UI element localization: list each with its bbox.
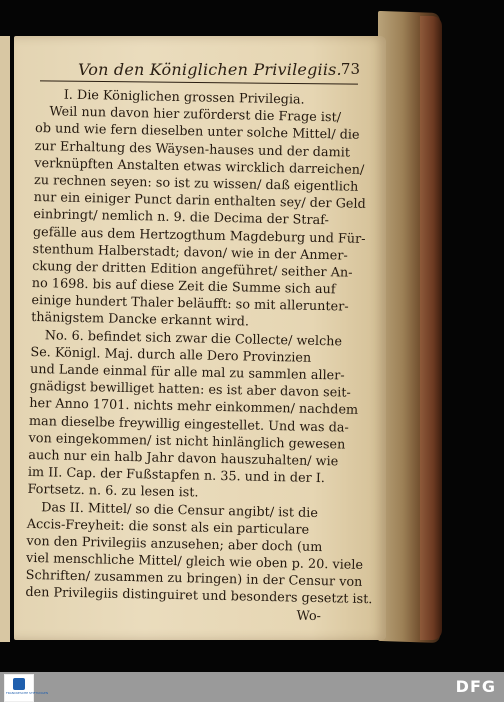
text-line: Das II. Mittel/ so die Censur angibt/ ist die [41, 499, 319, 521]
text-line: von eingekommen/ ist nicht hinlänglich gewesen [28, 430, 346, 453]
text-line: und Lande einmal für alle mal zu sammlen aller- [29, 361, 345, 384]
text-line: einige hundert Thaler beläufft: so mit allerunter- [31, 293, 349, 315]
text-line: gefälle aus dem Hertzogthum Magdeburg und Für- [32, 224, 366, 247]
text-line: gnädigst bewilliget hatten: es ist aber davon seit- [29, 379, 351, 401]
running-head-title: Von den Königlichen Privilegiis. [78, 60, 342, 79]
text-line: Accis-Freyheit: die sonst als ein particulare [26, 516, 310, 538]
text-line: Weil nun davon hier zuförderst die Frage ist/ [49, 104, 342, 126]
text-line: Se. Königl. Maj. durch alle Dero Provinzien [30, 344, 312, 366]
text-line: nur ein einiger Punct darin enthalten sey/ der Geld [33, 190, 366, 213]
text-line: verknüpften Anstalten etwas wircklich darreichen/ [34, 155, 365, 178]
text-line: man dieselbe freywillig eingestellet. Und was da- [28, 413, 349, 436]
text-line: auch nur ein halb Jahr davon hauszuhalten/ wie [28, 447, 339, 470]
text-line: her Anno 1701. nichts mehr einkommen/ nachdem [29, 396, 359, 419]
text-line: ob und wie fern dieselben unter solche Mittel/ die [34, 121, 360, 144]
text-line: thänigstem Dancke erkannt wird. [30, 310, 250, 330]
text-line: ckung der dritten Edition angeführet/ seither An- [32, 258, 353, 281]
page-text [25, 86, 373, 625]
text-line: von den Privilegiis anzusehen; aber doch (um [26, 533, 323, 555]
text-line: Fortsetz. n. 6. zu lesen ist. [27, 482, 199, 501]
section-heading: I. Die Königlichen grossen Privilegia. [63, 87, 305, 108]
text-line: zu rechnen seyen: so ist zu wissen/ daß eigentlich [33, 172, 359, 195]
text-line: No. 6. befindet sich zwar die Collecte/ welche [44, 327, 343, 350]
viewer-footer [0, 672, 504, 702]
logo-text: FRANCKESCHE STIFTUNGEN [6, 691, 49, 695]
previous-page-edge [0, 36, 10, 642]
institution-logo[interactable] [4, 674, 49, 702]
text-line: viel menschliche Mittel/ gleich wie oben p. 20. viele [25, 550, 364, 574]
page-number: 73 [340, 60, 360, 78]
text-line: no 1698. bis auf diese Zeit die Summe sich auf [31, 276, 336, 298]
dfg-logo[interactable]: DFG [455, 677, 496, 696]
logo-mark [13, 678, 25, 690]
catchword: Wo- [296, 608, 322, 624]
text-line: zur Erhaltung des Wäysen-hauses und der damit [34, 138, 351, 161]
text-line: im II. Cap. der Fußstapfen n. 35. und in der I. [27, 465, 326, 487]
text-line: einbringt/ nemlich n. 9. die Decima der Straf- [33, 207, 329, 229]
running-head [40, 60, 360, 82]
text-line: stenthum Halberstadt; davon/ wie in der Anmer- [32, 241, 348, 264]
text-line: den Privilegiis distinguiret und besonders gesetzt ist. [25, 585, 373, 608]
text-line: Schriften/ zusammen zu bringen) in der Censur von [25, 568, 363, 591]
book-cover-edge [420, 16, 442, 640]
